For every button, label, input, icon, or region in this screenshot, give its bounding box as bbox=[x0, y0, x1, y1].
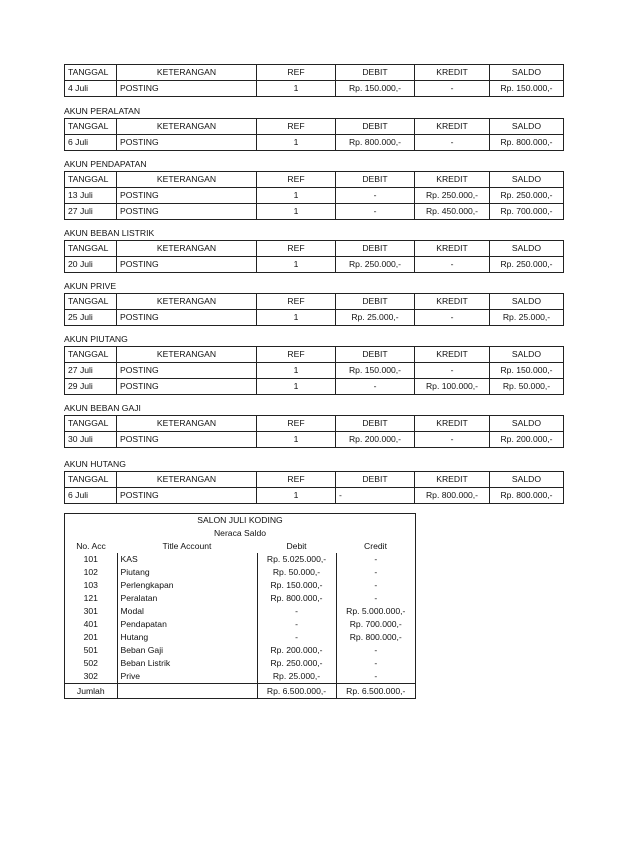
cell-debit: Rp. 5.025.000,- bbox=[257, 553, 336, 566]
cell-kredit: - bbox=[415, 81, 490, 97]
header-keterangan: KETERANGAN bbox=[117, 347, 257, 363]
cell-debit: Rp. 200.000,- bbox=[257, 644, 336, 657]
total-label: Jumlah bbox=[65, 684, 117, 699]
header-debit: DEBIT bbox=[336, 241, 415, 257]
ledger-title: AKUN BEBAN GAJI bbox=[64, 403, 141, 413]
cell-debit: - bbox=[336, 204, 415, 220]
table-row bbox=[65, 670, 415, 684]
table-row bbox=[65, 553, 415, 566]
cell-tanggal: 25 Juli bbox=[65, 310, 117, 326]
cell-credit: - bbox=[336, 579, 415, 592]
cell-debit: - bbox=[336, 188, 415, 204]
neraca-header-row bbox=[65, 540, 415, 553]
header-debit: DEBIT bbox=[336, 172, 415, 188]
ledger-beban-listrik bbox=[64, 228, 563, 273]
header-saldo: SALDO bbox=[490, 172, 564, 188]
ledger-table bbox=[64, 240, 564, 273]
table-row bbox=[65, 135, 564, 151]
ledger-beban-gaji bbox=[64, 403, 563, 448]
cell-tanggal: 29 Juli bbox=[65, 379, 117, 395]
header-tanggal: TANGGAL bbox=[65, 472, 117, 488]
cell-keterangan: POSTING bbox=[117, 363, 257, 379]
header-keterangan: KETERANGAN bbox=[117, 472, 257, 488]
table-row bbox=[65, 81, 564, 97]
cell-keterangan: POSTING bbox=[117, 81, 257, 97]
total-debit: Rp. 6.500.000,- bbox=[257, 684, 336, 699]
cell-debit: Rp. 200.000,- bbox=[336, 432, 415, 448]
cell-debit: Rp. 25.000,- bbox=[257, 670, 336, 684]
cell-debit: Rp. 150.000,- bbox=[257, 579, 336, 592]
ledger-prive bbox=[64, 281, 563, 326]
neraca-table bbox=[65, 540, 415, 698]
cell-saldo: Rp. 800.000,- bbox=[490, 135, 564, 151]
neraca-subtitle: Neraca Saldo bbox=[213, 528, 267, 538]
cell-tanggal: 6 Juli bbox=[65, 135, 117, 151]
cell-ref: 1 bbox=[257, 432, 336, 448]
cell-ref: 1 bbox=[257, 488, 336, 504]
header-keterangan: KETERANGAN bbox=[117, 172, 257, 188]
cell-account: Perlengkapan bbox=[117, 579, 257, 592]
cell-credit: - bbox=[336, 670, 415, 684]
header-tanggal: TANGGAL bbox=[65, 416, 117, 432]
ledger-header-row bbox=[65, 172, 564, 188]
cell-saldo: Rp. 250.000,- bbox=[490, 257, 564, 273]
header-title-account: Title Account bbox=[162, 541, 212, 551]
cell-credit: - bbox=[336, 644, 415, 657]
header-debit: DEBIT bbox=[336, 119, 415, 135]
cell-credit: Rp. 700.000,- bbox=[336, 618, 415, 631]
cell-keterangan: POSTING bbox=[117, 310, 257, 326]
cell-ref: 1 bbox=[257, 379, 336, 395]
ledger-table bbox=[64, 346, 564, 395]
table-row bbox=[65, 657, 415, 670]
header-debit: DEBIT bbox=[336, 416, 415, 432]
cell-no-acc: 502 bbox=[83, 658, 98, 668]
table-row bbox=[65, 592, 415, 605]
cell-ref: 1 bbox=[257, 81, 336, 97]
ledger-header-row bbox=[65, 119, 564, 135]
cell-ref: 1 bbox=[257, 188, 336, 204]
header-saldo: SALDO bbox=[490, 347, 564, 363]
header-kredit: KREDIT bbox=[415, 65, 490, 81]
cell-saldo: Rp. 50.000,- bbox=[490, 379, 564, 395]
header-credit: Credit bbox=[364, 541, 387, 551]
cell-debit: Rp. 25.000,- bbox=[336, 310, 415, 326]
header-saldo: SALDO bbox=[490, 241, 564, 257]
header-ref: REF bbox=[257, 472, 336, 488]
header-saldo: SALDO bbox=[490, 65, 564, 81]
cell-no-acc: 101 bbox=[83, 554, 98, 564]
cell-keterangan: POSTING bbox=[117, 188, 257, 204]
header-ref: REF bbox=[257, 241, 336, 257]
ledger-table bbox=[64, 471, 564, 504]
cell-tanggal: 4 Juli bbox=[65, 81, 117, 97]
cell-credit: - bbox=[336, 566, 415, 579]
cell-debit: - bbox=[257, 605, 336, 618]
cell-kredit: Rp. 800.000,- bbox=[415, 488, 490, 504]
header-ref: REF bbox=[257, 416, 336, 432]
cell-tanggal: 13 Juli bbox=[65, 188, 117, 204]
ledger-title: AKUN PERALATAN bbox=[64, 106, 141, 116]
ledger-piutang bbox=[64, 334, 563, 395]
header-keterangan: KETERANGAN bbox=[117, 241, 257, 257]
ledger-table bbox=[64, 64, 564, 97]
header-kredit: KREDIT bbox=[415, 347, 490, 363]
cell-no-acc: 401 bbox=[83, 619, 98, 629]
cell-ref: 1 bbox=[257, 135, 336, 151]
table-row bbox=[65, 488, 564, 504]
cell-kredit: Rp. 250.000,- bbox=[415, 188, 490, 204]
cell-tanggal: 27 Juli bbox=[65, 204, 117, 220]
table-row bbox=[65, 579, 415, 592]
header-kredit: KREDIT bbox=[415, 472, 490, 488]
cell-account: Pendapatan bbox=[117, 618, 257, 631]
cell-ref: 1 bbox=[257, 257, 336, 273]
table-row bbox=[65, 566, 415, 579]
cell-account: Piutang bbox=[117, 566, 257, 579]
cell-credit: - bbox=[336, 553, 415, 566]
ledger-title: AKUN PRIVE bbox=[64, 281, 117, 291]
cell-kredit: - bbox=[415, 363, 490, 379]
cell-debit: Rp. 250.000,- bbox=[257, 657, 336, 670]
header-kredit: KREDIT bbox=[415, 294, 490, 310]
cell-kredit: Rp. 450.000,- bbox=[415, 204, 490, 220]
ledger-peralatan bbox=[64, 106, 563, 151]
table-row bbox=[65, 605, 415, 618]
cell-debit: Rp. 50.000,- bbox=[257, 566, 336, 579]
ledger-header-row bbox=[65, 65, 564, 81]
cell-no-acc: 102 bbox=[83, 567, 98, 577]
ledger-kas bbox=[64, 64, 563, 97]
cell-credit: - bbox=[336, 592, 415, 605]
cell-kredit: - bbox=[415, 310, 490, 326]
table-row bbox=[65, 257, 564, 273]
cell-account: KAS bbox=[117, 553, 257, 566]
table-row bbox=[65, 363, 564, 379]
cell-debit: - bbox=[257, 631, 336, 644]
ledger-hutang bbox=[64, 459, 563, 504]
cell-saldo: Rp. 25.000,- bbox=[490, 310, 564, 326]
cell-tanggal: 20 Juli bbox=[65, 257, 117, 273]
header-ref: REF bbox=[257, 172, 336, 188]
header-tanggal: TANGGAL bbox=[65, 119, 117, 135]
cell-saldo: Rp. 700.000,- bbox=[490, 204, 564, 220]
table-row bbox=[65, 379, 564, 395]
header-tanggal: TANGGAL bbox=[65, 172, 117, 188]
header-tanggal: TANGGAL bbox=[65, 241, 117, 257]
table-row bbox=[65, 432, 564, 448]
total-blank bbox=[117, 684, 257, 699]
cell-saldo: Rp. 150.000,- bbox=[490, 363, 564, 379]
cell-debit: Rp. 150.000,- bbox=[336, 363, 415, 379]
ledger-title: AKUN BEBAN LISTRIK bbox=[64, 228, 155, 238]
cell-debit: - bbox=[336, 379, 415, 395]
table-row bbox=[65, 644, 415, 657]
header-tanggal: TANGGAL bbox=[65, 65, 117, 81]
ledger-table bbox=[64, 415, 564, 448]
ledger-header-row bbox=[65, 294, 564, 310]
cell-keterangan: POSTING bbox=[117, 257, 257, 273]
cell-account: Modal bbox=[117, 605, 257, 618]
ledger-title: AKUN PENDAPATAN bbox=[64, 159, 147, 169]
cell-account: Beban Listrik bbox=[117, 657, 257, 670]
ledger-header-row bbox=[65, 241, 564, 257]
cell-tanggal: 30 Juli bbox=[65, 432, 117, 448]
cell-no-acc: 301 bbox=[83, 606, 98, 616]
cell-account: Beban Gaji bbox=[117, 644, 257, 657]
cell-debit: Rp. 800.000,- bbox=[336, 135, 415, 151]
cell-keterangan: POSTING bbox=[117, 379, 257, 395]
ledger-title: AKUN PIUTANG bbox=[64, 334, 128, 344]
cell-no-acc: 302 bbox=[83, 671, 98, 681]
cell-kredit: - bbox=[415, 432, 490, 448]
cell-tanggal: 6 Juli bbox=[65, 488, 117, 504]
header-saldo: SALDO bbox=[490, 294, 564, 310]
cell-debit: - bbox=[257, 618, 336, 631]
header-tanggal: TANGGAL bbox=[65, 347, 117, 363]
cell-ref: 1 bbox=[257, 363, 336, 379]
total-credit: Rp. 6.500.000,- bbox=[336, 684, 415, 699]
cell-saldo: Rp. 150.000,- bbox=[490, 81, 564, 97]
cell-kredit: Rp. 100.000,- bbox=[415, 379, 490, 395]
header-kredit: KREDIT bbox=[415, 241, 490, 257]
ledger-table bbox=[64, 293, 564, 326]
header-saldo: SALDO bbox=[490, 416, 564, 432]
table-row bbox=[65, 631, 415, 644]
header-no-acc: No. Acc bbox=[76, 541, 106, 551]
header-debit: DEBIT bbox=[336, 472, 415, 488]
header-debit: DEBIT bbox=[336, 347, 415, 363]
header-keterangan: KETERANGAN bbox=[117, 294, 257, 310]
ledger-pendapatan bbox=[64, 159, 563, 220]
header-debit: DEBIT bbox=[336, 65, 415, 81]
header-ref: REF bbox=[257, 65, 336, 81]
cell-keterangan: POSTING bbox=[117, 432, 257, 448]
neraca-title: SALON JULI KODING bbox=[197, 515, 283, 525]
header-ref: REF bbox=[257, 119, 336, 135]
table-row bbox=[65, 204, 564, 220]
header-tanggal: TANGGAL bbox=[65, 294, 117, 310]
header-ref: REF bbox=[257, 347, 336, 363]
cell-ref: 1 bbox=[257, 310, 336, 326]
table-row bbox=[65, 618, 415, 631]
header-debit: DEBIT bbox=[336, 294, 415, 310]
cell-no-acc: 201 bbox=[83, 632, 98, 642]
neraca-saldo bbox=[64, 513, 416, 699]
header-keterangan: KETERANGAN bbox=[117, 119, 257, 135]
cell-credit: Rp. 800.000,- bbox=[336, 631, 415, 644]
ledger-table bbox=[64, 171, 564, 220]
cell-tanggal: 27 Juli bbox=[65, 363, 117, 379]
cell-account: Peralatan bbox=[117, 592, 257, 605]
cell-credit: Rp. 5.000.000,- bbox=[336, 605, 415, 618]
cell-saldo: Rp. 800.000,- bbox=[490, 488, 564, 504]
header-saldo: SALDO bbox=[490, 472, 564, 488]
header-debit: Debit bbox=[286, 541, 307, 551]
cell-no-acc: 103 bbox=[83, 580, 98, 590]
cell-debit: Rp. 800.000,- bbox=[257, 592, 336, 605]
ledger-title: AKUN HUTANG bbox=[64, 459, 126, 469]
header-kredit: KREDIT bbox=[415, 172, 490, 188]
table-row bbox=[65, 188, 564, 204]
ledger-header-row bbox=[65, 347, 564, 363]
cell-saldo: Rp. 250.000,- bbox=[490, 188, 564, 204]
cell-keterangan: POSTING bbox=[117, 488, 257, 504]
total-row bbox=[65, 684, 415, 699]
cell-debit: Rp. 150.000,- bbox=[336, 81, 415, 97]
cell-keterangan: POSTING bbox=[117, 135, 257, 151]
cell-debit: Rp. 250.000,- bbox=[336, 257, 415, 273]
cell-account: Hutang bbox=[117, 631, 257, 644]
table-row bbox=[65, 310, 564, 326]
cell-no-acc: 121 bbox=[83, 593, 98, 603]
cell-credit: - bbox=[336, 657, 415, 670]
cell-debit: - bbox=[336, 488, 415, 504]
header-kredit: KREDIT bbox=[415, 119, 490, 135]
cell-keterangan: POSTING bbox=[117, 204, 257, 220]
header-keterangan: KETERANGAN bbox=[117, 65, 257, 81]
cell-kredit: - bbox=[415, 135, 490, 151]
header-ref: REF bbox=[257, 294, 336, 310]
ledger-table bbox=[64, 118, 564, 151]
cell-ref: 1 bbox=[257, 204, 336, 220]
header-keterangan: KETERANGAN bbox=[117, 416, 257, 432]
header-saldo: SALDO bbox=[490, 119, 564, 135]
cell-kredit: - bbox=[415, 257, 490, 273]
cell-saldo: Rp. 200.000,- bbox=[490, 432, 564, 448]
ledger-header-row bbox=[65, 472, 564, 488]
cell-account: Prive bbox=[117, 670, 257, 684]
ledger-header-row bbox=[65, 416, 564, 432]
cell-no-acc: 501 bbox=[83, 645, 98, 655]
header-kredit: KREDIT bbox=[415, 416, 490, 432]
